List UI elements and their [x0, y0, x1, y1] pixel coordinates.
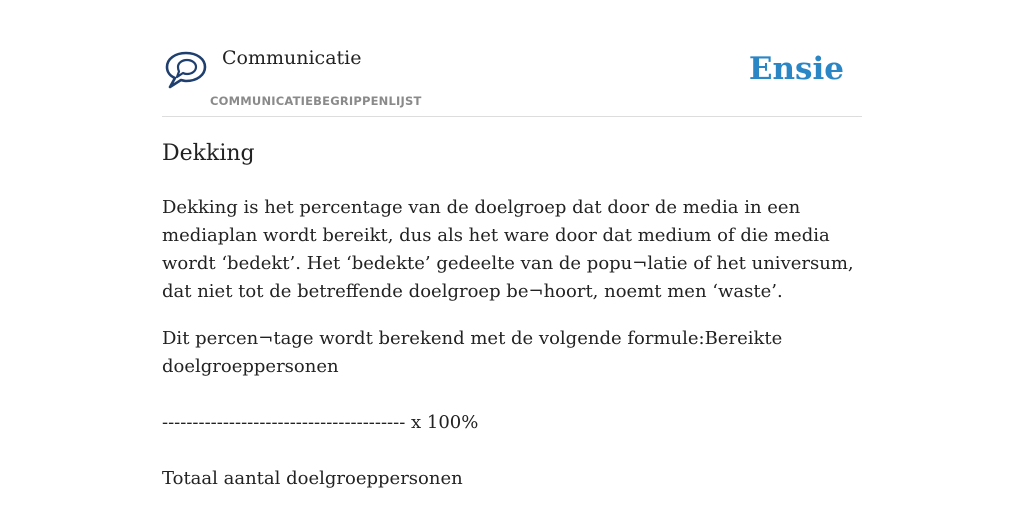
formula-intro-paragraph: Dit percen¬tage wordt berekend met de volgende formule:Bereikte doelgroeppersonen: [162, 328, 783, 377]
speech-bubbles-icon: [164, 50, 210, 92]
definition-paragraph: Dekking is het percentage van de doelgroep dat door de media in een mediaplan wordt bereikt, dus als het ware door dat medium of die media wordt ‘bedekt’. Het ‘bedekte’ gedeelte van de popu¬latie of het universum, dat niet tot de betreffende doelgroep be¬hoort, noemt men ‘waste’.: [162, 197, 854, 302]
category-name[interactable]: Communicatie: [222, 47, 362, 69]
header: [162, 0, 862, 117]
article: [162, 138, 862, 493]
formula-divider-line: ---------------------------------------- x 100%: [162, 412, 479, 433]
formula-denominator: Totaal aantal doelgroeppersonen: [162, 468, 463, 489]
glossary-name[interactable]: COMMUNICATIEBEGRIPPENLIJST: [210, 94, 422, 108]
page-title: Dekking: [162, 141, 255, 166]
brand-logo[interactable]: Ensie: [748, 51, 844, 87]
